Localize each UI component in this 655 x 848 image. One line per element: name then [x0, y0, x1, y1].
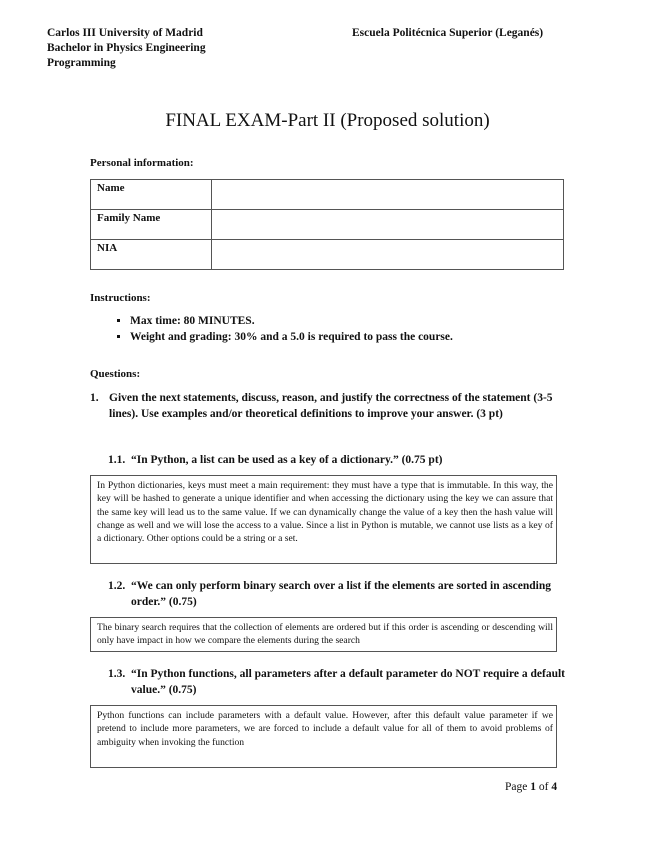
family-name-field[interactable] [212, 210, 564, 240]
header-left [47, 26, 206, 71]
page-total: 4 [551, 781, 558, 793]
personal-info-table [90, 179, 564, 270]
course-name: Programming [47, 57, 116, 69]
subquestion-1-2 [108, 578, 568, 610]
subquestion-text: “In Python functions, all parameters after a default parameter do NOT require a default value.” (0.75) [131, 668, 565, 696]
subquestion-text: “In Python, a list can be used as a key of a dictionary.” (0.75 pt) [131, 454, 443, 466]
answer-box-1-2: The binary search requires that the collection of elements are ordered but if this order is ascending or descending will only have impact in how we compare the elements during the search [90, 617, 557, 652]
nia-label: NIA [91, 240, 212, 270]
subquestion-number: 1.3. [108, 668, 126, 680]
page-current: 1 [530, 781, 536, 793]
answer-box-1-3: Python functions can include parameters with a default value. However, after this default value parameter if we pretend to include more parameters, we are forced to include a default value for all of them to avoid problems of ambiguity when invoking the function [90, 705, 557, 768]
family-name-label: Family Name [91, 210, 212, 240]
list-item: ▪ Weight and grading: 30% and a 5.0 is required to pass the course. [130, 329, 453, 345]
table-row [91, 240, 564, 270]
subquestion-number: 1.1. [108, 454, 126, 466]
answer-box-1-1: In Python dictionaries, keys must meet a main requirement: they must have a type that is immutable. In this way, the key will be hashed to generate a unique identifier and when accessing the dictionary using the key we can assure that the same key will lead us to the same value. If we can dynamically change the value of a key then the hash value will change as well and we will lose the access to a value. Since a list in Python is mutable, we cannot use lists as a key of a dictionary. Other options could be a string or a set. [90, 475, 557, 564]
university-name: Carlos III University of Madrid [47, 27, 203, 39]
list-item: ▪ Max time: 80 MINUTES. [130, 313, 453, 329]
name-label: Name [91, 180, 212, 210]
name-field[interactable] [212, 180, 564, 210]
personal-info-heading: Personal information: [90, 157, 194, 169]
page-title: FINAL EXAM-Part II (Proposed solution) [165, 110, 490, 131]
page-of: of [538, 781, 549, 793]
question-1 [90, 390, 560, 422]
question-number: 1. [90, 392, 99, 404]
table-row [91, 210, 564, 240]
page-number [505, 781, 557, 793]
subquestion-1-3 [108, 666, 568, 698]
subquestion-1-1 [108, 452, 568, 468]
school-name: Escuela Politécnica Superior (Leganés) [352, 27, 544, 39]
instructions-list [108, 313, 453, 345]
table-row [91, 180, 564, 210]
page-word: Page [505, 781, 528, 793]
instructions-heading: Instructions: [90, 292, 151, 304]
degree-name: Bachelor in Physics Engineering [47, 42, 206, 54]
question-text: Given the next statements, discuss, reason, and justify the correctness of the statement (3-5 lines). Use examples and/or theoretical definitions to improve your answer. (3 pt) [109, 392, 553, 420]
nia-field[interactable] [212, 240, 564, 270]
subquestion-number: 1.2. [108, 580, 126, 592]
subquestion-text: “We can only perform binary search over a list if the elements are sorted in ascending order.” (0.75) [131, 580, 552, 608]
questions-heading: Questions: [90, 368, 141, 380]
